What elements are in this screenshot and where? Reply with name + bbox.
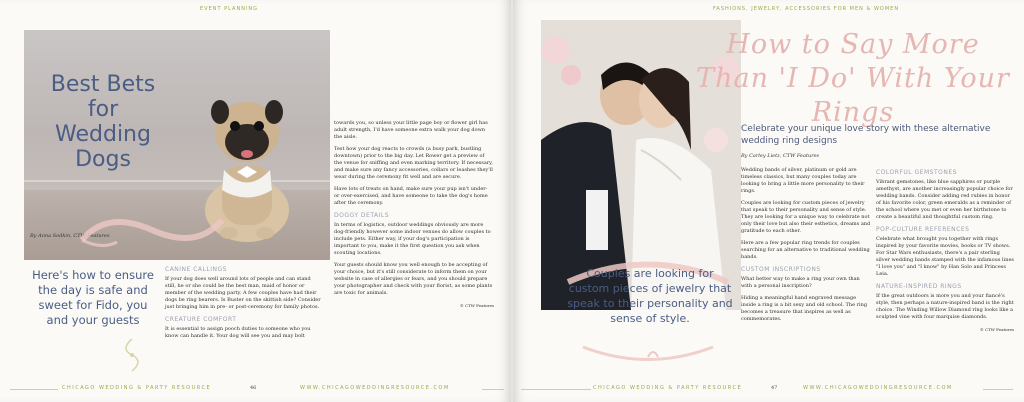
footer-publication: CHICAGO WEDDING & PARTY RESOURCE (593, 385, 743, 391)
paragraph: towards you, so unless your little page boy or flower girl has adult strength, I'd have someone extra walk your dog down the aisle. (334, 120, 488, 140)
paragraph: Here are a few popular ring trends for couples searching for an alternative to traditional wedding bands. (741, 240, 870, 260)
subhead-colorful-gemstones: COLORFUL GEMSTONES (876, 169, 957, 176)
flourish-icon (112, 335, 152, 375)
page-number: 47 (771, 385, 778, 391)
byline: By Carley Lietz, CTW Features (741, 153, 820, 159)
subhead-custom-inscriptions: CUSTOM INSCRIPTIONS (741, 266, 821, 273)
paragraph: Test how your dog reacts to crowds (a busy park, bustling downtown) prior to the big day. Let Rower get a preview of the venue for sniffing and even marking territory. If necessary, and make sure any fancy accessories, collars or leashes they'll wear during the ceremony fit well and are secure. (334, 146, 493, 180)
paragraph: Your guests should know you well enough to be accepting of your choice, but it's still considerate to inform them on your website in case of allergies or fears, and you should prepare your photographer and check with your florist, as some plants are toxic for animals. (334, 262, 493, 296)
article-column-1 (741, 167, 871, 328)
subhead-pop-culture: POP-CULTURE REFERENCES (876, 226, 970, 233)
article-column-1 (165, 264, 323, 345)
article-title: Best Bets for Wedding Dogs (50, 72, 156, 172)
footer-rule (482, 389, 504, 390)
pull-quote: Couples are looking for custom pieces of jewelry that speak to their personality and sense of style. (567, 267, 733, 325)
footer-url[interactable]: WWW.CHICAGOWEDDINGRESOURCE.COM (803, 385, 953, 391)
paragraph: Hiding a meaningful hand engraved message inside a ring is a bit sexy and old school. The ring becomes a treasure that inspires as well as commemorates. (741, 295, 868, 322)
article-column-2 (334, 120, 494, 309)
left-page (0, 0, 511, 402)
article-column-2 (876, 167, 1014, 333)
credit: © CTW Features (459, 303, 494, 308)
subhead-nature-inspired: NATURE-INSPIRED RINGS (876, 283, 962, 290)
footer-rule (983, 389, 1013, 390)
footer-publication: CHICAGO WEDDING & PARTY RESOURCE (62, 385, 212, 391)
right-page (513, 0, 1024, 402)
article-title: How to Say More Than 'I Do' With Your Rings (696, 29, 1010, 128)
paragraph: In terms of logistics, outdoor weddings obviously are more dog-friendly however some indoor venues do allow couples to include pets. Either way, if your dog's participation is important to you, make it the first question you ask when scouting locations. (334, 222, 491, 256)
footer-rule (10, 389, 58, 390)
subhead-doggy-details: DOGGY DETAILS (334, 212, 390, 219)
paragraph: Vibrant gemstones, like blue sapphires or purple amethyst, are another increasingly popular choice for wedding bands. Consider adding red rubies in honor of his favorite color, green emeralds as a reminder of the school where you met or even her birthstone to create a beautiful and thoughtful custom ring. (876, 179, 1013, 220)
footer-rule (521, 389, 591, 390)
section-head-fashions: FASHIONS, JEWELRY, ACCESSORIES FOR MEN & WOMEN (713, 6, 900, 12)
ornament-swirl-icon (62, 200, 242, 260)
article-subtitle: Celebrate your unique love story with these alternative wedding ring designs (741, 124, 991, 146)
subhead-canine-callings: CANINE CALLINGS (165, 266, 227, 273)
credit: © CTW Features (979, 327, 1014, 332)
paragraph: If the great outdoors is more you and your fiancé's style, then perhaps a nature-inspired band is the right choice. The Winding Willow Diamond ring looks like a sculpted vine with four marquise diamonds. (876, 293, 1014, 320)
paragraph: Have lots of treats on hand, make sure your pup isn't under- or over-exercised, and have someone to take the dog's home after the ceremony. (334, 186, 488, 206)
deck-text: Here's how to ensure the day is safe and sweet for Fido, you and your guests (32, 268, 154, 327)
footer-url[interactable]: WWW.CHICAGOWEDDINGRESOURCE.COM (300, 385, 450, 391)
paragraph: Couples are looking for custom pieces of jewelry that speak to their personality and sense of style. They are looking for a unique way to celebrate not only their love but also their esthetics, dreams and gratitude to each other. (741, 200, 871, 234)
byline: By Anna Sodkin, CTW Features (30, 233, 110, 239)
paragraph: Celebrate what brought you together with rings inspired by your favorite movies, books or TV shows. For Star Wars enthusiasts, there's a pair sterling silver wedding bands stamped with the infamous lines "I love you" and "I know" by Han Solo and Princess Leia. (876, 236, 1014, 277)
paragraph: If your dog does well around lots of people and can stand still, he or she could be the best man, maid of honor or member of the wedding party. A few couples have had their dogs be ring bearers. Is Buster on the skittish side? Consider just bringing him in pre- or post-ceremony for family photos. (165, 276, 321, 310)
paragraph: Wedding bands of silver, platinum or gold are timeless classics, but many couples today are looking to bring a little more personality to their rings. (741, 167, 865, 194)
paragraph: What better way to make a ring your own than with a personal inscription? (741, 276, 860, 289)
page-number: 46 (250, 385, 257, 391)
subhead-creature-comfort: CREATURE COMFORT (165, 316, 237, 323)
paragraph: It is essential to assign pooch duties to someone who you know can handle it. Your dog will see you and may bolt (165, 326, 311, 339)
section-head-event-planning: EVENT PLANNING (200, 6, 259, 12)
